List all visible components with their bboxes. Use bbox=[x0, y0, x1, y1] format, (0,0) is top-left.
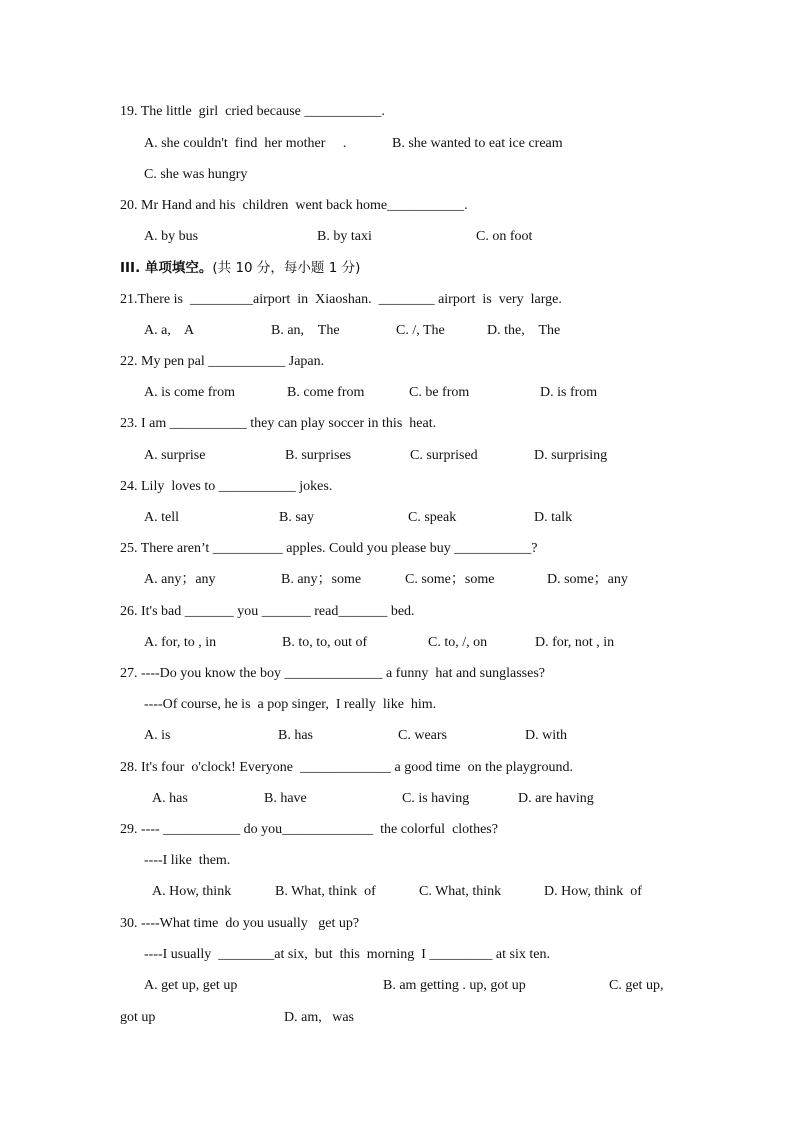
q25-option-c: C. some；some bbox=[405, 572, 495, 587]
q26-option-d: D. for, not , in bbox=[535, 635, 615, 650]
q20-option-c: C. on foot bbox=[476, 229, 533, 244]
q21-option-c: C. /, The bbox=[396, 323, 445, 338]
q20-option-b: B. by taxi bbox=[317, 229, 372, 244]
q24-option-b: B. say bbox=[279, 510, 314, 525]
q23-option-a: A. surprise bbox=[144, 448, 206, 463]
q25-option-a: A. any；any bbox=[144, 572, 216, 587]
q30-reply: ----I usually ________at six, but this morning I _________ at six ten. bbox=[144, 947, 550, 962]
question-28: 28. It's four o'clock! Everyone _____________ a good time on the playground. bbox=[120, 760, 573, 775]
q30-option-d: D. am, was bbox=[284, 1010, 354, 1025]
q22-option-b: B. come from bbox=[287, 385, 365, 400]
q23-option-b: B. surprises bbox=[285, 448, 352, 463]
section-3-heading bbox=[120, 259, 360, 277]
q24-option-d: D. talk bbox=[534, 510, 573, 525]
q27-reply: ----Of course, he is a pop singer, I really like him. bbox=[144, 697, 437, 712]
question-19: 19. The little girl cried because ___________. bbox=[120, 104, 385, 119]
q29-option-d: D. How, think of bbox=[544, 884, 642, 899]
q28-option-a: A. has bbox=[152, 791, 188, 806]
q23-option-c: C. surprised bbox=[410, 448, 478, 463]
question-22: 22. My pen pal ___________ Japan. bbox=[120, 354, 325, 369]
question-27: 27. ----Do you know the boy ______________ a funny hat and sunglasses? bbox=[120, 666, 545, 681]
q22-option-d: D. is from bbox=[540, 385, 598, 400]
question-21: 21.There is _________airport in Xiaoshan. ________ airport is very large. bbox=[120, 292, 562, 307]
question-24: 24. Lily loves to ___________ jokes. bbox=[120, 479, 333, 494]
q30-option-b: B. am getting . up, got up bbox=[383, 978, 526, 993]
q22-option-c: C. be from bbox=[409, 385, 470, 400]
q22-option-a: A. is come from bbox=[144, 385, 235, 400]
q27-option-a: A. is bbox=[144, 728, 171, 743]
q19-option-c: C. she was hungry bbox=[144, 167, 248, 182]
q29-reply: ----I like them. bbox=[144, 853, 231, 868]
question-23: 23. I am ___________ they can play soccer in this heat. bbox=[120, 416, 437, 431]
question-26: 26. It's bad _______ you _______ read_______ bed. bbox=[120, 604, 415, 619]
q30-option-a: A. get up, get up bbox=[144, 978, 238, 993]
question-30: 30. ----What time do you usually get up? bbox=[120, 916, 360, 931]
section-3-note: (共 10 分，每小题 1 分) bbox=[212, 260, 361, 276]
q28-option-d: D. are having bbox=[518, 791, 594, 806]
q28-option-b: B. have bbox=[264, 791, 307, 806]
q24-option-a: A. tell bbox=[144, 510, 179, 525]
q29-option-b: B. What, think of bbox=[275, 884, 376, 899]
q20-option-a: A. by bus bbox=[144, 229, 199, 244]
q25-option-d: D. some；any bbox=[547, 572, 628, 587]
q21-option-a: A. a, A bbox=[144, 323, 195, 338]
q25-option-b: B. any；some bbox=[281, 572, 362, 587]
q30-option-c-continued: got up bbox=[120, 1010, 156, 1025]
q27-option-b: B. has bbox=[278, 728, 313, 743]
q28-option-c: C. is having bbox=[402, 791, 470, 806]
q21-option-d: D. the, The bbox=[487, 323, 561, 338]
q24-option-c: C. speak bbox=[408, 510, 457, 525]
q19-option-b: B. she wanted to eat ice cream bbox=[392, 136, 563, 151]
q29-option-c: C. What, think bbox=[419, 884, 502, 899]
q21-option-b: B. an, The bbox=[271, 323, 340, 338]
question-20: 20. Mr Hand and his children went back home___________. bbox=[120, 198, 468, 213]
q23-option-d: D. surprising bbox=[534, 448, 608, 463]
q29-option-a: A. How, think bbox=[152, 884, 232, 899]
q26-option-b: B. to, to, out of bbox=[282, 635, 368, 650]
q27-option-d: D. with bbox=[525, 728, 567, 743]
section-3-title: III. 单项填空。 bbox=[120, 260, 213, 276]
q26-option-a: A. for, to , in bbox=[144, 635, 217, 650]
question-29: 29. ---- ___________ do you_____________ the colorful clothes? bbox=[120, 822, 498, 837]
q19-option-a: A. she couldn't find her mother . bbox=[144, 136, 347, 151]
q26-option-c: C. to, /, on bbox=[428, 635, 488, 650]
question-25: 25. There aren’t __________ apples. Could you please buy ___________? bbox=[120, 541, 538, 556]
q27-option-c: C. wears bbox=[398, 728, 447, 743]
q30-option-c: C. get up, bbox=[609, 978, 664, 993]
